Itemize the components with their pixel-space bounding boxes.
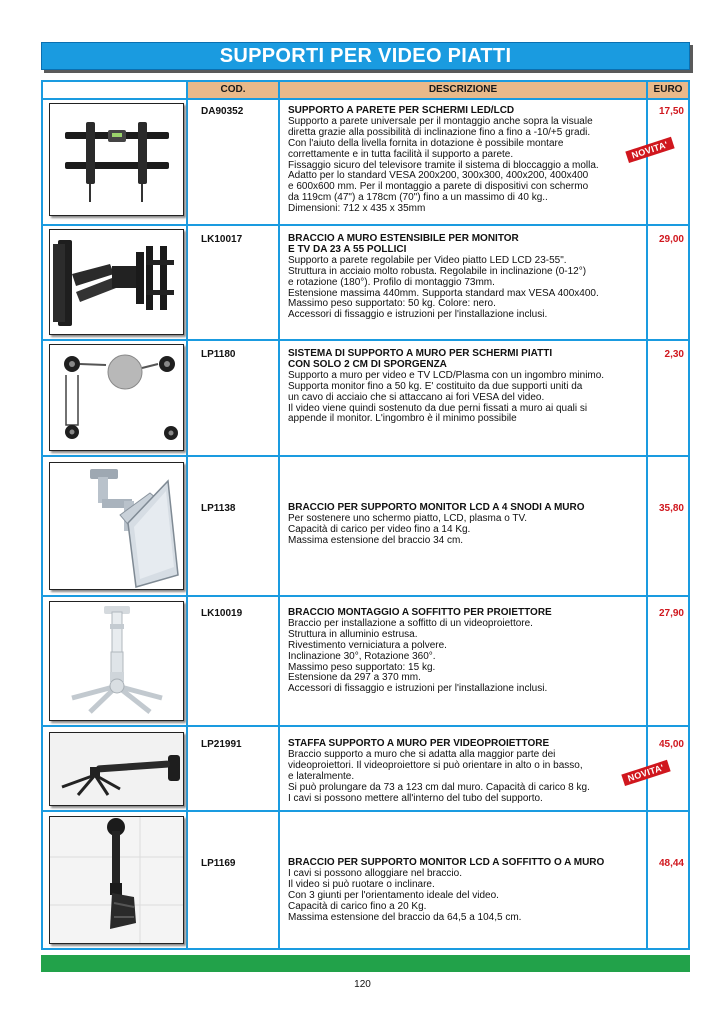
description-line: e 600x600 mm. Per il montaggio a parete di dispositivi con schermo [288, 181, 589, 193]
product-title: STAFFA SUPPORTO A MURO PER VIDEOPROIETTORE [288, 738, 550, 749]
product-title: BRACCIO A MURO ESTENSIBILE PER MONITOR E TV DA 23 A 55 POLLICI [288, 233, 519, 255]
description-line: Supporto a muro per video e TV LCD/Plasma con un ingombro minimo. [288, 369, 605, 381]
ceiling-monitor-arm-icon [49, 816, 184, 944]
description-line: Per sostenere uno schermo piatto, LCD, plasma o TV. [288, 512, 528, 524]
product-title: SISTEMA DI SUPPORTO A MURO PER SCHERMI PIATTI CON SOLO 2 CM DI SPORGENZA [288, 348, 553, 370]
header-price: EURO [648, 82, 688, 98]
product-row [43, 812, 688, 948]
novita-badge: NOVITA' [621, 760, 670, 786]
description-line: Fissaggio sicuro del televisore tramite il sistema di bloccaggio a molla. [288, 159, 599, 171]
product-description [288, 503, 633, 547]
description-line: Massima estensione del braccio da 64,5 a 104,5 cm. [288, 911, 522, 923]
description-line: Con l'aiuto della livella fornita in dotazione è possibile montare [288, 137, 564, 149]
description-line: I cavi si possono alloggiare nel braccio. [288, 867, 462, 879]
description-line: Accessori di fissaggio e istruzioni per l'installazione inclusi. [288, 309, 548, 321]
product-code: LK10019 [201, 608, 243, 619]
description-line: correttamente e in tutta facilità il supporto a parete. [288, 148, 514, 160]
table-header [43, 82, 688, 98]
description-line: Adatto per lo standard VESA 200x200, 300x300, 400x200, 400x400 [288, 170, 589, 182]
articulating-arm-mount-icon [49, 229, 184, 335]
product-description [288, 739, 633, 804]
product-description [288, 349, 633, 425]
description-line: Il video viene quindi sostenuto da due perni fissati a muro ai quali si [288, 402, 588, 414]
description-line: Struttura in acciaio molto robusta. Regolabile in inclinazione (0-12°) [288, 265, 587, 277]
product-code: LP1138 [201, 503, 236, 514]
description-line: Estensione da 297 a 370 mm. [288, 672, 421, 684]
description-line: Massimo peso supportato: 50 kg. Colore: nero. [288, 298, 496, 310]
description-line: Dimensioni: 712 x 435 x 35mm [288, 203, 426, 215]
product-code: LP21991 [201, 739, 242, 750]
product-code: LK10017 [201, 234, 243, 245]
product-row [43, 98, 688, 224]
page-number: 120 [354, 979, 371, 990]
header-code: COD. [188, 82, 278, 98]
novita-badge: NOVITA' [625, 137, 674, 163]
cable-wall-mount-icon [49, 344, 184, 451]
description-line: Capacità di carico per video fino a 14 Kg. [288, 523, 471, 535]
product-table [41, 80, 690, 950]
description-line: Supporto a parete regolabile per Video piatto LED LCD 23-55". [288, 254, 567, 266]
product-title: BRACCIO PER SUPPORTO MONITOR LCD A 4 SNODI A MURO [288, 502, 585, 513]
description-line: Con 3 giunti per l'orientamento ideale del video. [288, 889, 499, 901]
product-price: 17,50 [658, 106, 684, 117]
product-description [288, 106, 633, 215]
footer-bar [41, 955, 690, 972]
description-line: Massima estensione del braccio 34 cm. [288, 534, 464, 546]
four-joint-arm-icon [49, 462, 184, 590]
product-code: LP1169 [201, 858, 236, 869]
description-line: e lateralmente. [288, 770, 355, 782]
description-line: Supporta monitor fino a 50 kg. E' costituito da due supporti uniti da [288, 380, 583, 392]
description-line: diretta grazie alla possibilità di inclinazione fino a fino a -10/+5 gradi. [288, 126, 591, 138]
description-line: Si può prolungare da 73 a 123 cm dal muro. Capacità di carico 8 kg. [288, 781, 590, 793]
product-description [288, 608, 633, 695]
product-description [288, 234, 633, 321]
wall-projector-bracket-icon [49, 732, 184, 806]
product-title: SUPPORTO A PARETE PER SCHERMI LED/LCD [288, 105, 515, 116]
description-line: Supporto a parete universale per il montaggio anche sopra la visuale [288, 115, 593, 127]
description-line: e rotazione (180°). Profilo di montaggio 73mm. [288, 276, 495, 288]
description-line: Struttura in alluminio estrusa. [288, 628, 418, 640]
product-price: 45,00 [658, 739, 684, 750]
product-code: DA90352 [201, 106, 244, 117]
header-description: DESCRIZIONE [280, 82, 646, 98]
product-row [43, 457, 688, 595]
description-line: un cavo di acciaio che si attaccano ai fori VESA del video. [288, 391, 545, 403]
page-title: SUPPORTI PER VIDEO PIATTI [41, 42, 690, 70]
product-row [43, 727, 688, 810]
description-line: Estensione massima 440mm. Supporta standard max VESA 400x400. [288, 287, 599, 299]
product-row [43, 226, 688, 339]
description-line: videoproiettori. Il videoproiettore si può orientare in alto o in basso, [288, 759, 583, 771]
description-line: appende il monitor. L'ingombro è il minimo possibile [288, 413, 517, 425]
description-line: da 119cm (47") a 178cm (70") fino a un massimo di 40 kg.. [288, 192, 548, 204]
description-line: Accessori di fissaggio e istruzioni per l'installazione inclusi. [288, 683, 548, 695]
ceiling-projector-mount-icon [49, 601, 184, 721]
product-description [288, 858, 633, 923]
description-line: Il video si può ruotare o inclinare. [288, 878, 435, 890]
description-line: I cavi si possono mettere all'interno del tubo del supporto. [288, 792, 543, 804]
product-title: BRACCIO MONTAGGIO A SOFFITTO PER PROIETTORE [288, 607, 552, 618]
product-price: 48,44 [658, 858, 684, 869]
product-row [43, 341, 688, 455]
product-price: 27,90 [658, 608, 684, 619]
description-line: Braccio per installazione a soffitto di un videoproiettore. [288, 617, 533, 629]
product-price: 2,30 [664, 349, 684, 360]
description-line: Braccio supporto a muro che si adatta alla maggior parte dei [288, 748, 556, 760]
description-line: Rivestimento verniciatura a polvere. [288, 639, 447, 651]
product-code: LP1180 [201, 349, 236, 360]
product-title: BRACCIO PER SUPPORTO MONITOR LCD A SOFFITTO O A MURO [288, 857, 605, 868]
product-price: 29,00 [658, 234, 684, 245]
product-row [43, 597, 688, 725]
description-line: Inclinazione 30°, Rotazione 360°. [288, 650, 436, 662]
description-line: Massimo peso supportato: 15 kg. [288, 661, 436, 673]
description-line: Capacità di carico fino a 20 Kg. [288, 900, 427, 912]
product-price: 35,80 [658, 503, 684, 514]
flat-tv-wall-mount-icon [49, 103, 184, 216]
